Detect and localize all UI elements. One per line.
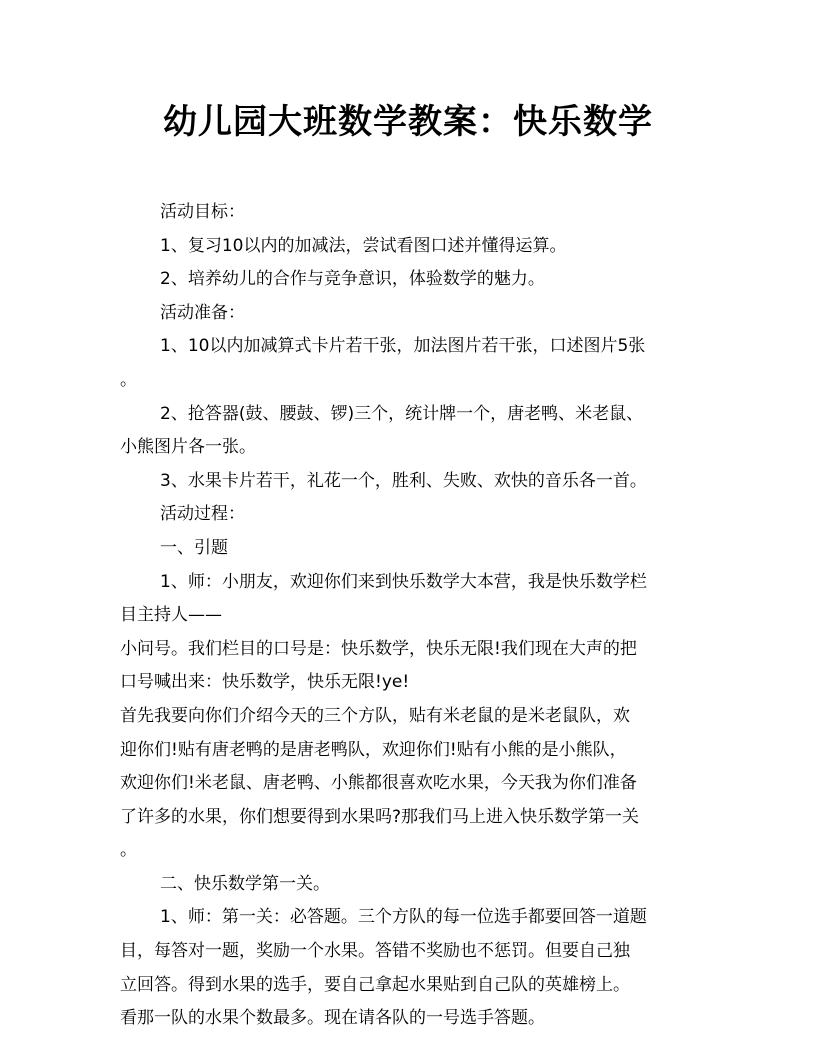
paragraph-line: 3、水果卡片若干，礼花一个，胜利、失败、欢快的音乐各一首。	[160, 470, 647, 491]
heading-activity-goals: 活动目标：	[160, 202, 245, 222]
paragraph-line: 。	[120, 369, 137, 390]
document-body	[120, 196, 696, 1036]
paragraph-line: 口号喊出来：快乐数学，快乐无限!ye!	[120, 672, 410, 693]
heading-activity-preparation: 活动准备：	[160, 302, 245, 323]
paragraph-line: 1、师：小朋友，欢迎你们来到快乐数学大本营，我是快乐数学栏	[160, 571, 647, 592]
document-title: 幼儿园大班数学教案：快乐数学	[163, 102, 653, 142]
paragraph-line: 欢迎你们!米老鼠、唐老鸭、小熊都很喜欢吃水果，今天我为你们准备	[120, 773, 637, 794]
paragraph-line: 小熊图片各一张。	[120, 437, 256, 458]
paragraph-line: 2、抢答器(鼓、腰鼓、锣)三个，统计牌一个，唐老鸭、米老鼠、	[160, 403, 644, 424]
paragraph-line: 1、复习10以内的加减法，尝试看图口述并懂得运算。	[160, 235, 567, 256]
paragraph-line: 小问号。我们栏目的口号是：快乐数学，快乐无限!我们现在大声的把	[120, 638, 637, 659]
paragraph-line: 了许多的水果，你们想要得到水果吗?那我们马上进入快乐数学第一关	[120, 806, 640, 827]
paragraph-line: 立回答。得到水果的选手，要自己拿起水果贴到自己队的英雄榜上。	[120, 974, 630, 995]
paragraph-line: 目主持人——	[120, 605, 222, 626]
paragraph-line: 。	[120, 840, 137, 861]
heading-activity-process: 活动过程：	[160, 504, 245, 525]
section-heading-level-one: 二、快乐数学第一关。	[160, 873, 330, 894]
paragraph-line: 看那一队的水果个数最多。现在请各队的一号选手答题。	[120, 1008, 545, 1029]
paragraph-line: 目，每答对一题，奖励一个水果。答错不奖励也不惩罚。但要自己独	[120, 941, 630, 962]
section-heading-intro: 一、引题	[160, 537, 228, 558]
paragraph-line: 迎你们!贴有唐老鸭的是唐老鸭队，欢迎你们!贴有小熊的是小熊队，	[120, 739, 627, 760]
paragraph-line: 首先我要向你们介绍今天的三个方队，贴有米老鼠的是米老鼠队，欢	[120, 705, 630, 726]
paragraph-line: 1、10以内加减算式卡片若干张，加法图片若干张，口述图片5张	[160, 336, 646, 357]
paragraph-line: 1、师：第一关：必答题。三个方队的每一位选手都要回答一道题	[160, 907, 647, 928]
paragraph-line: 2、培养幼儿的合作与竞争意识，体验数学的魅力。	[160, 269, 545, 290]
